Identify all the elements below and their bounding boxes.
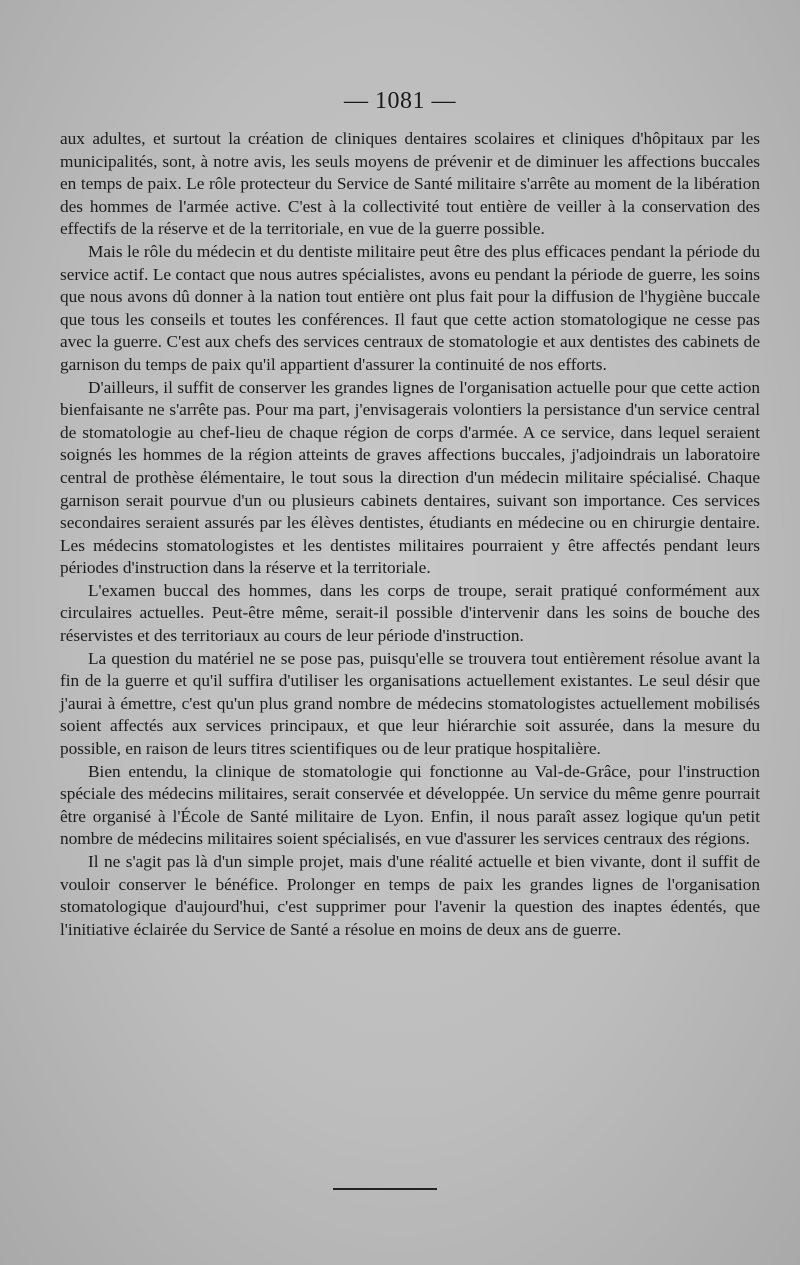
paragraph-3: D'ailleurs, il suffit de conserver les grandes lignes de l'organisation actuelle pour que cette action bienfaisante ne s'arrête pas. Pour ma part, j'envisagerais volontiers la persistance d'un service central de stomatologie au chef-lieu de chaque région de corps d'armée. A ce service, dans lequel seraient soignés les hommes de la région atteints de graves affections buccales, j'adjoindrais un laboratoire central de prothèse élémentaire, le tout sous la direction d'un médecin militaire spécialisé. Chaque garnison serait pourvue d'un ou plusieurs cabinets dentaires, suivant son importance. Ces services secondaires seraient assurés par les élèves dentistes, étudiants en médecine ou en chirurgie dentaire. Les médecins stomatologistes et les dentistes militaires pourraient y être affectés pendant leurs périodes d'instruction dans la réserve et la territoriale. bbox=[60, 377, 760, 578]
page-number: — 1081 — bbox=[344, 88, 456, 114]
paragraph-6: Bien entendu, la clinique de stomatologie qui fonctionne au Val-de-Grâce, pour l'instruction spéciale des médecins militaires, serait conservée et développée. Un service du même genre pourrait être organisé à l'École de Santé militaire de Lyon. Enfin, il nous paraît assez logique qu'un petit nombre de médecins militaires soient spécialisés, en vue d'assurer les services centraux des régions. bbox=[60, 761, 760, 849]
paragraph-4: L'examen buccal des hommes, dans les corps de troupe, serait pratiqué conformément aux circulaires actuelles. Peut-être même, serait-il possible d'intervenir dans les soins de bouche des réservistes et des territoriaux au cours de leur période d'instruction. bbox=[60, 580, 760, 646]
paragraph-2: Mais le rôle du médecin et du dentiste militaire peut être des plus efficaces pendant la période du service actif. Le contact que nous autres spécialistes, avons eu pendant la période de guerre, les soins que nous avons dû donner à la nation tout entière ont plus fait pour la diffusion de l'hygiène buccale que tous les conseils et toutes les conférences. Il faut que cette action stomatologique ne cesse pas avec la guerre. C'est aux chefs des services centraux de stomatologie et aux dentistes des cabinets de garnison du temps de paix qu'il appartient d'assurer la continuité de nos efforts. bbox=[60, 241, 760, 374]
paragraph-7: Il ne s'agit pas là d'un simple projet, mais d'une réalité actuelle et bien vivante, dont il suffit de vouloir conserver le bénéfice. Prolonger en temps de paix les grandes lignes de l'organisation stomatologique d'aujourd'hui, c'est supprimer pour l'avenir la question des inaptes édentés, que l'initiative éclairée du Service de Santé a résolue en moins de deux ans de guerre. bbox=[60, 852, 760, 939]
paragraph-1: aux adultes, et surtout la création de cliniques dentaires scolaires et cliniques d'hôpitaux par les municipalités, sont, à notre avis, les seuls moyens de prévenir et de diminuer les affections buccales en temps de paix. Le rôle protecteur du Service de Santé militaire s'arrête au moment de la libération des hommes de l'armée active. C'est à la collectivité tout entière de veiller à la conservation des effectifs de la réserve et de la territoriale, en vue de la guerre possible. bbox=[60, 129, 760, 239]
body-text bbox=[60, 128, 760, 941]
paragraph-5: La question du matériel ne se pose pas, puisqu'elle se trouvera tout entièrement résolue avant la fin de la guerre et qu'il suffira d'utiliser les organisations actuellement existantes. Le seul désir que j'aurai à émettre, c'est qu'un plus grand nombre de médecins stomatologistes actuellement mobilisés soient affectés aux services principaux, et que leur hiérarchie soit assurée, dans la mesure du possible, en raison de leurs titres scientifiques ou de leur pratique hospitalière. bbox=[60, 648, 760, 759]
end-rule bbox=[333, 1188, 437, 1190]
